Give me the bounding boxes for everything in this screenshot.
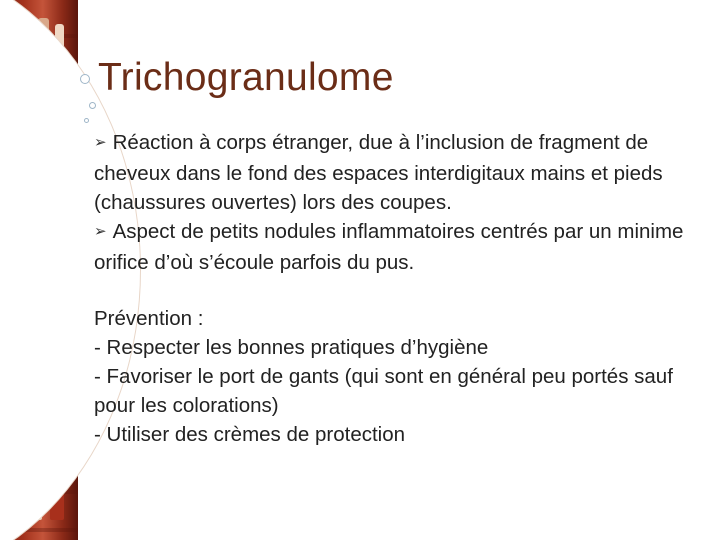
bullet-item — [94, 217, 706, 277]
bullet-item — [94, 128, 706, 217]
prevention-heading: Prévention : — [94, 307, 204, 330]
bullet-text: Aspect de petits nodules inflammatoires centrés par un minime orifice d’où s’écoule parfois du pus. — [94, 220, 684, 274]
arrow-bullet-icon: ➢ — [94, 223, 107, 240]
prevention-item: - Respecter les bonnes pratiques d’hygiène — [94, 336, 489, 359]
slide-title: Trichogranulome — [98, 56, 394, 99]
slide-body — [94, 128, 706, 449]
prevention-item: - Utiliser des crèmes de protection — [94, 423, 406, 446]
bullet-text: Réaction à corps étranger, due à l’inclusion de fragment de cheveux dans le fond des espaces interdigitaux mains et pieds (chaussures ouvertes) lors des coupes. — [94, 131, 663, 214]
prevention-section — [94, 304, 706, 449]
arrow-bullet-icon: ➢ — [94, 134, 107, 151]
prevention-item: - Favoriser le port de gants (qui sont en général peu portés sauf pour les colorations) — [94, 365, 673, 417]
